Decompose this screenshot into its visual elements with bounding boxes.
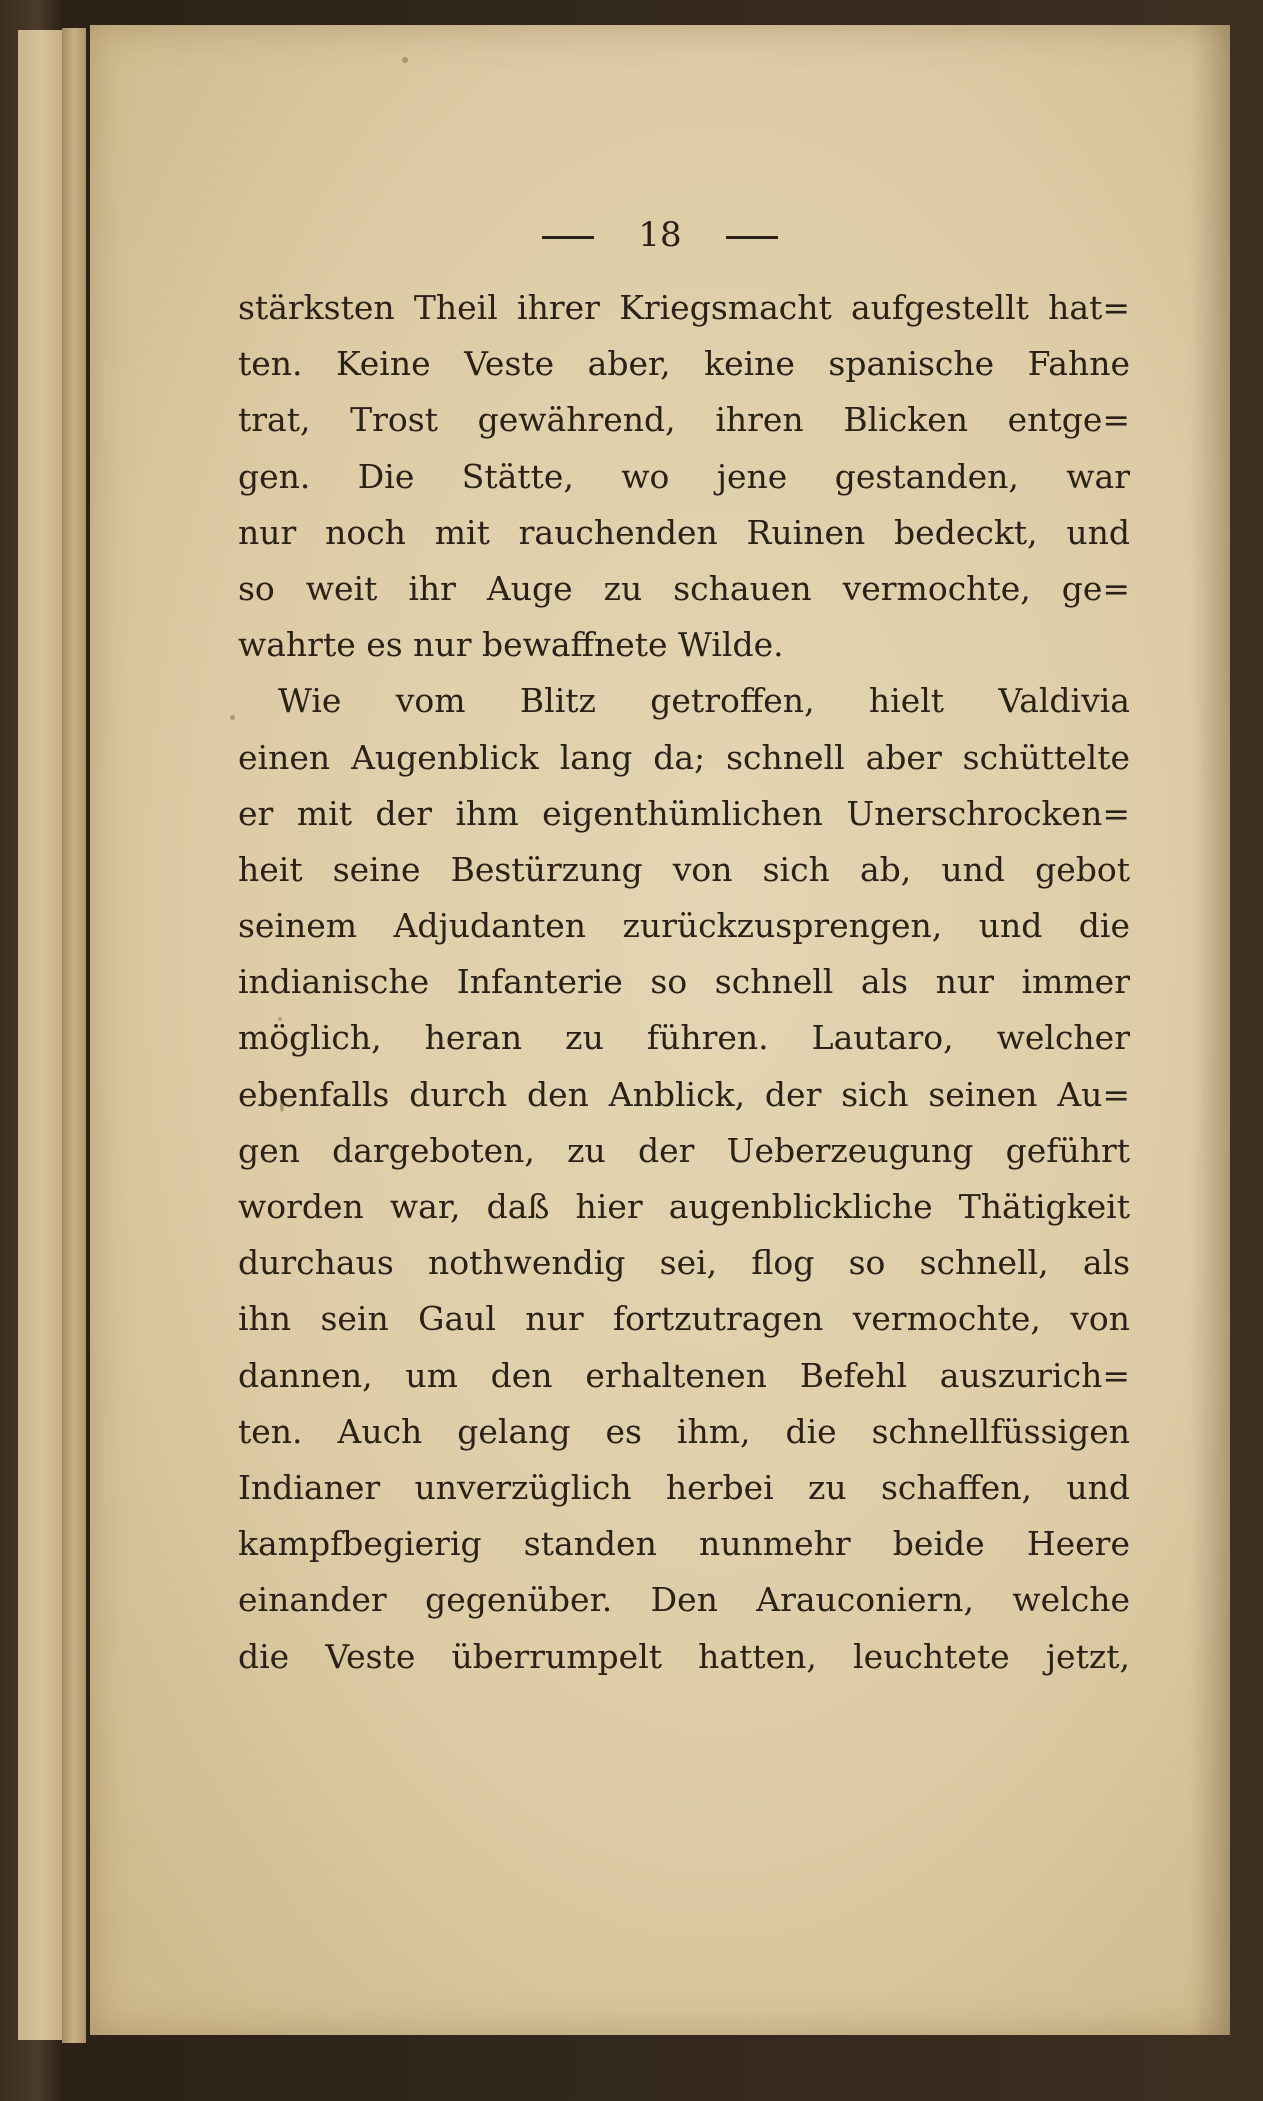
- text-line: ihn sein Gaul nur fortzutragen vermochte, von: [238, 1299, 1130, 1339]
- body-text: [238, 280, 1130, 1685]
- text-line: gen. Die Stätte, wo jene gestanden, war: [238, 456, 1130, 496]
- text-line: ten. Auch gelang es ihm, die schnellfüssigen: [238, 1411, 1130, 1451]
- page-gutter-shadow: [1190, 25, 1230, 2035]
- text-line: einander gegenüber. Den Arauconiern, welche: [238, 1580, 1130, 1620]
- text-line: ebenfalls durch den Anblick, der sich seinen Au=: [238, 1074, 1130, 1114]
- text-line: kampfbegierig standen nunmehr beide Heere: [238, 1524, 1130, 1564]
- text-line: Wie vom Blitz getroffen, hielt Valdivia: [278, 681, 1130, 721]
- text-line: seinem Adjudanten zurückzusprengen, und die: [238, 906, 1130, 946]
- text-line: trat, Trost gewährend, ihren Blicken entge=: [238, 400, 1130, 440]
- text-line: ten. Keine Veste aber, keine spanische Fahne: [238, 344, 1130, 384]
- text-line: durchaus nothwendig sei, flog so schnell, als: [238, 1243, 1130, 1283]
- text-line: indianische Infanterie so schnell als nur immer: [238, 962, 1130, 1002]
- text-line: stärksten Theil ihrer Kriegsmacht aufgestellt hat=: [238, 288, 1130, 327]
- page-number: 18: [638, 215, 682, 255]
- page-header: [90, 215, 1230, 255]
- paper-speck: [402, 57, 408, 63]
- text-line: einen Augenblick lang da; schnell aber schüttelte: [238, 737, 1130, 777]
- page-stack-edge: [62, 28, 86, 2043]
- header-dash-right: [726, 236, 778, 239]
- paper-speck: [230, 715, 235, 720]
- text-line: nur noch mit rauchenden Ruinen bedeckt, und: [238, 512, 1130, 552]
- text-line: so weit ihr Auge zu schauen vermochte, ge=: [238, 568, 1130, 608]
- text-line: worden war, daß hier augenblickliche Thätigkeit: [238, 1187, 1130, 1226]
- text-line: möglich, heran zu führen. Lautaro, welcher: [238, 1018, 1130, 1058]
- text-line: heit seine Bestürzung von sich ab, und gebot: [238, 849, 1130, 889]
- text-line: er mit der ihm eigenthümlichen Unerschrocken=: [238, 793, 1130, 833]
- text-line: dannen, um den erhaltenen Befehl auszurich=: [238, 1355, 1130, 1395]
- text-line: gen dargeboten, zu der Ueberzeugung geführt: [238, 1130, 1130, 1170]
- text-line: wahrte es nur bewaffnete Wilde.: [238, 625, 784, 665]
- text-line: Indianer unverzüglich herbei zu schaffen, und: [238, 1467, 1130, 1507]
- header-dash-left: [542, 236, 594, 239]
- text-line: die Veste überrumpelt hatten, leuchtete jetzt,: [238, 1636, 1130, 1676]
